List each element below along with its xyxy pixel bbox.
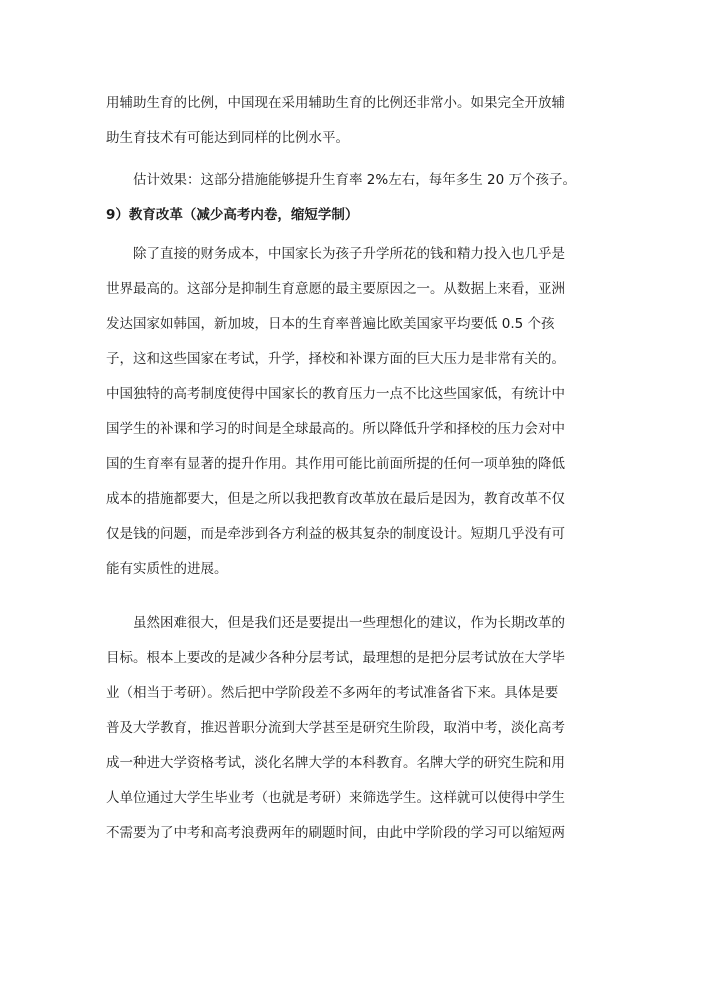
- estimate-line: 估计效果：这部分措施能够提升生育率 2%左右，每年多生 20 万个孩子。: [133, 172, 576, 188]
- paragraph-line: 中国独特的高考制度使得中国家长的教育压力一点不比这些国家低，有统计中: [106, 386, 565, 402]
- paragraph-line: 普及大学教育，推迟普职分流到大学甚至是研究生阶段，取消中考，淡化高考: [106, 720, 565, 736]
- paragraph-line: 世界最高的。这部分是抑制生育意愿的最主要原因之一。从数据上来看，亚洲: [106, 281, 565, 297]
- paragraph-line: 发达国家如韩国，新加坡，日本的生育率普遍比欧美国家平均要低 0.5 个孩: [106, 316, 555, 332]
- paragraph-line: 成本的措施都要大，但是之所以我把教育改革放在最后是因为，教育改革不仅: [106, 491, 565, 507]
- section-heading: 9）教育改革（减少高考内卷，缩短学制）: [106, 207, 359, 223]
- paragraph-line: 子，这和这些国家在考试，升学，择校和补课方面的巨大压力是非常有关的。: [106, 351, 565, 367]
- paragraph-line: 不需要为了中考和高考浪费两年的刷题时间，由此中学阶段的学习可以缩短两: [106, 825, 565, 841]
- paragraph-line: 国学生的补课和学习的时间是全球最高的。所以降低升学和择校的压力会对中: [106, 421, 565, 437]
- paragraph-line: 助生育技术有可能达到同样的比例水平。: [106, 130, 349, 146]
- paragraph-line: 成一种进大学资格考试，淡化名牌大学的本科教育。名牌大学的研究生院和用: [106, 755, 565, 771]
- paragraph-line: 国的生育率有显著的提升作用。其作用可能比前面所提的任何一项单独的降低: [106, 456, 565, 472]
- paragraph-line: 目标。根本上要改的是减少各种分层考试，最理想的是把分层考试放在大学毕: [106, 650, 565, 666]
- paragraph-line: 能有实质性的进展。: [106, 561, 228, 577]
- paragraph-line: 业（相当于考研）。然后把中学阶段差不多两年的考试准备省下来。具体是要: [106, 685, 559, 701]
- paragraph-line: 虽然困难很大，但是我们还是要提出一些理想化的建议，作为长期改革的: [133, 615, 565, 631]
- paragraph-line: 人单位通过大学生毕业考（也就是考研）来筛选学生。这样就可以使得中学生: [106, 790, 565, 806]
- paragraph-line: 用辅助生育的比例，中国现在采用辅助生育的比例还非常小。如果完全开放辅: [106, 95, 565, 111]
- paragraph-line: 除了直接的财务成本，中国家长为孩子升学所花的钱和精力投入也几乎是: [133, 246, 565, 262]
- paragraph-line: 仅是钱的问题，而是牵涉到各方利益的极其复杂的制度设计。短期几乎没有可: [106, 526, 565, 542]
